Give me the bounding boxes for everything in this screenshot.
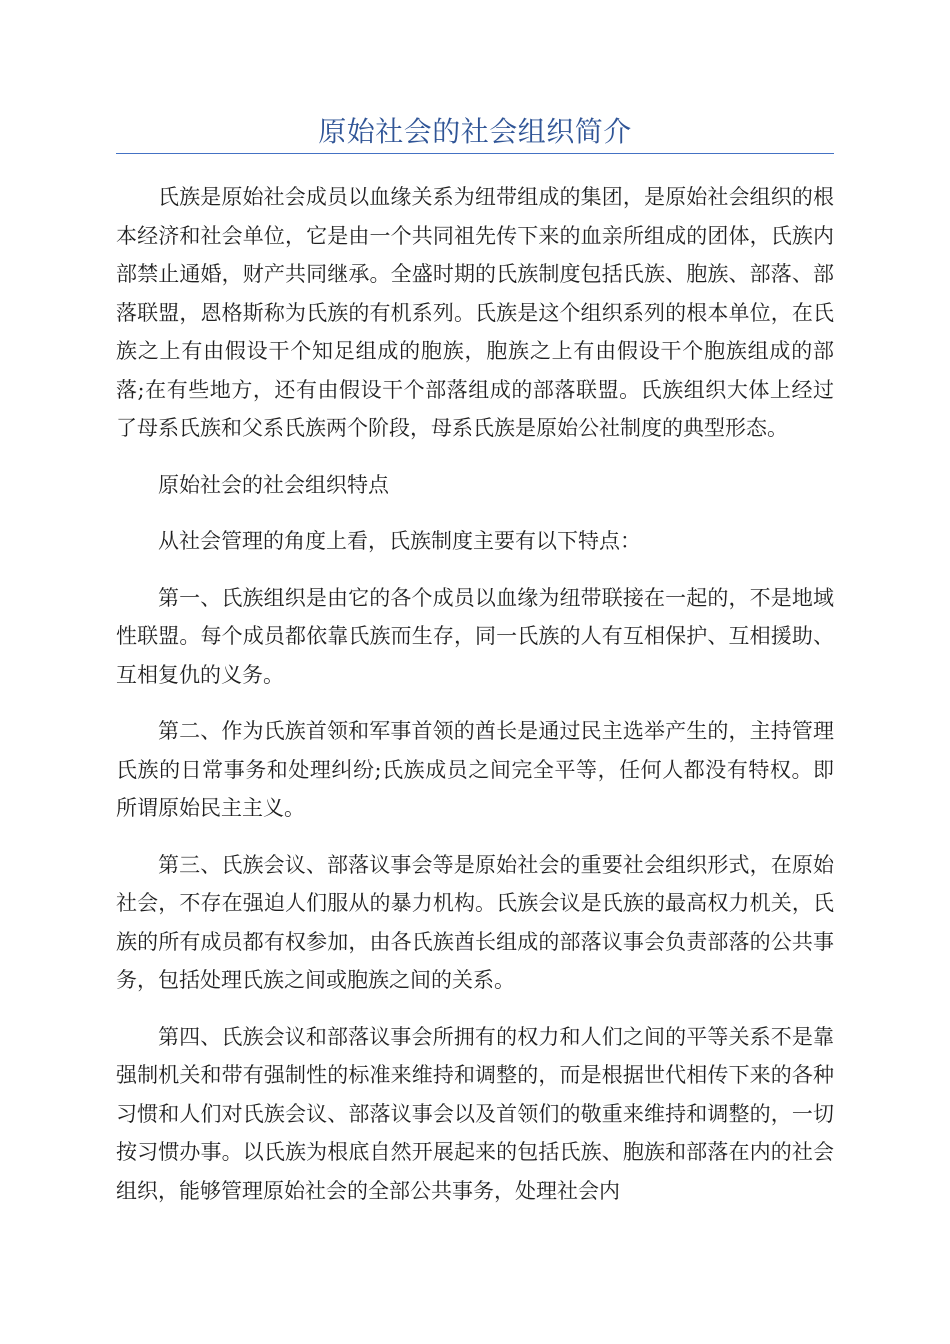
- document-title: 原始社会的社会组织简介: [318, 115, 632, 148]
- paragraph-lead-in: 从社会管理的角度上看，氏族制度主要有以下特点：: [158, 529, 641, 553]
- paragraph-point-2: 第二、作为氏族首领和军事首领的酋长是通过民主选举产生的，主持管理氏族的日常事务和处理纠纷;氏族成员之间完全平等，任何人都没有特权。即所谓原始民主主义。: [116, 719, 834, 820]
- paragraph-point-3: 第三、氏族会议、部落议事会等是原始社会的重要社会组织形式，在原始社会，不存在强迫人们服从的暴力机构。氏族会议是氏族的最高权力机关，氏族的所有成员都有权参加，由各氏族酋长组成的部落议事会负责部落的公共事务，包括处理氏族之间或胞族之间的关系。: [116, 852, 834, 992]
- paragraph-section-heading: 原始社会的社会组织特点: [158, 472, 389, 497]
- title-underline: [116, 153, 834, 154]
- document-body: [116, 178, 834, 1228]
- paragraph-point-1: 第一、氏族组织是由它的各个成员以血缘为纽带联接在一起的，不是地域性联盟。每个成员都依靠氏族而生存，同一氏族的人有互相保护、互相援助、互相复仇的义务。: [116, 585, 834, 687]
- paragraph-intro: 氏族是原始社会成员以血缘关系为纽带组成的集团，是原始社会组织的根本经济和社会单位，它是由一个共同祖先传下来的血亲所组成的团体，氏族内部禁止通婚，财产共同继承。全盛时期的氏族制度包括氏族、胞族、部落、部落联盟，恩格斯称为氏族的有机系列。氏族是这个组织系列的根本单位，在氏族之上有由假设干个知足组成的胞族，胞族之上有由假设干个胞族组成的部落;在有些地方，还有由假设干个部落组成的部落联盟。氏族组织大体上经过了母系氏族和父系氏族两个阶段，母系氏族是原始公社制度的典型形态。: [116, 185, 834, 440]
- paragraph-point-4: 第四、氏族会议和部落议事会所拥有的权力和人们之间的平等关系不是靠强制机关和带有强制性的标准来维持和调整的，而是根据世代相传下来的各种习惯和人们对氏族会议、部落议事会以及首领们的敬重来维持和调整的，一切按习惯办事。以氏族为根底自然开展起来的包括氏族、胞族和部落在内的社会组织，能够管理原始社会的全部公共事务，处理社会内: [116, 1024, 834, 1203]
